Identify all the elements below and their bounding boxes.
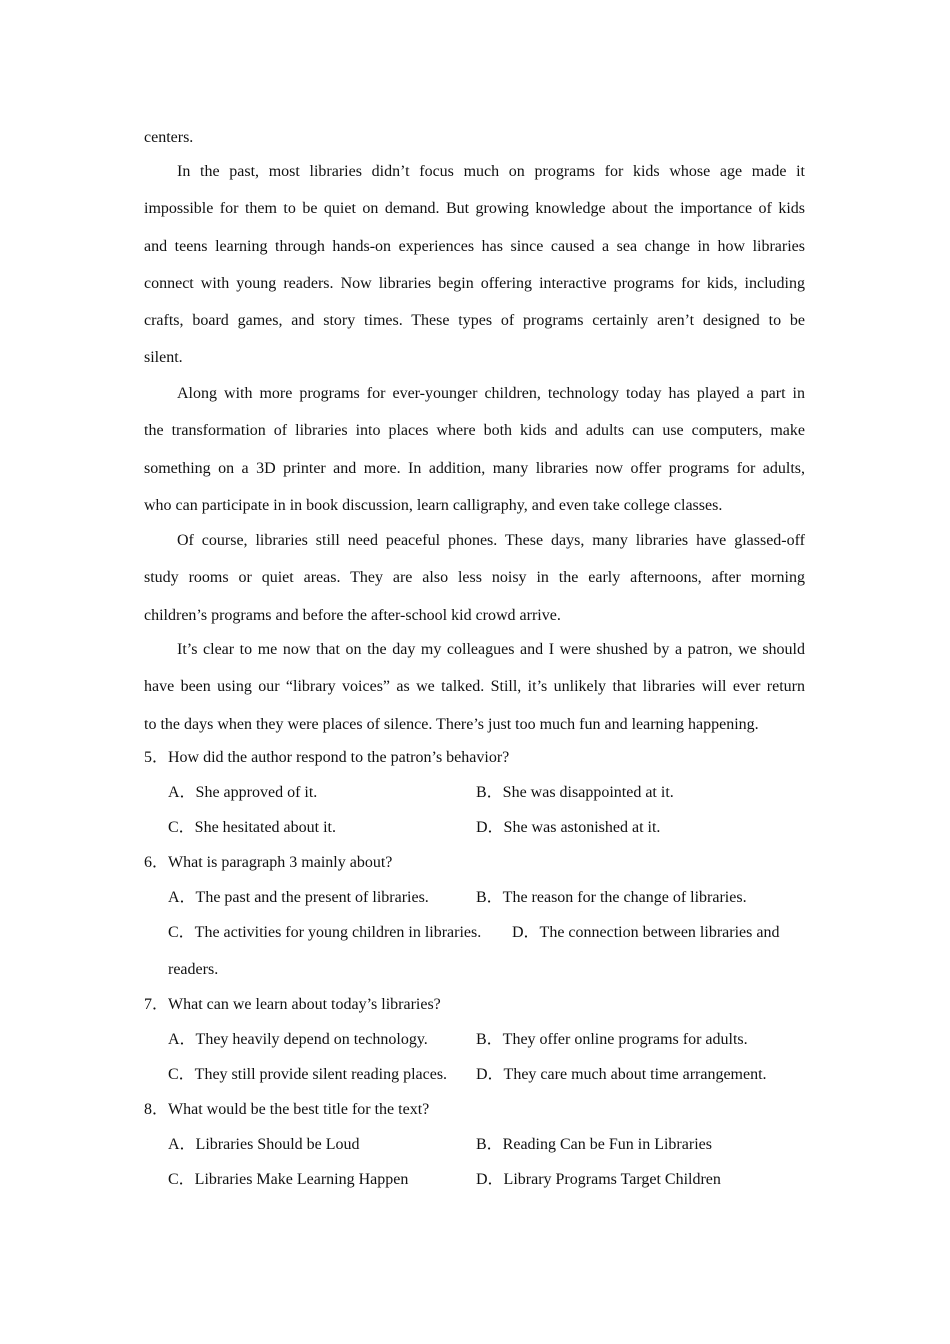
- question-7-option-c[interactable]: C．They still provide silent reading places.: [168, 1066, 448, 1083]
- passage-paragraph-3: [144, 375, 805, 524]
- text-line: connect with young readers. Now libraries begin offering interactive programs for kids, including: [144, 274, 805, 292]
- question-6-stem: 6．What is paragraph 3 mainly about?: [144, 854, 393, 871]
- question-8-option-a[interactable]: A．Libraries Should be Loud: [168, 1136, 360, 1153]
- text-line: crafts, board games, and story times. These types of programs certainly aren’t designed to be: [144, 312, 805, 330]
- text-line: Of course, libraries still need peaceful phones. These days, many libraries have glassed-off: [177, 532, 805, 549]
- question-5-option-b[interactable]: B．She was disappointed at it.: [476, 784, 674, 801]
- question-8-stem: 8．What would be the best title for the text?: [144, 1101, 430, 1118]
- question-6-option-d[interactable]: D．The connection between libraries and: [512, 924, 780, 941]
- question-5-stem: 5．How did the author respond to the patron’s behavior?: [144, 749, 510, 766]
- question-6-option-b[interactable]: B．The reason for the change of libraries.: [476, 889, 747, 906]
- passage-paragraph-4: [144, 522, 805, 634]
- question-8-option-b[interactable]: B．Reading Can be Fun in Libraries: [476, 1136, 712, 1153]
- text-line: It’s clear to me now that on the day my colleagues and I were shushed by a patron, we should: [177, 641, 805, 658]
- passage-paragraph-continuation: [144, 119, 805, 156]
- text-line: impossible for them to be quiet on demand. But growing knowledge about the importance of kids: [144, 200, 805, 218]
- text-line: children’s programs and before the after-school kid crowd arrive.: [144, 606, 561, 624]
- passage-paragraph-2: [144, 153, 805, 377]
- question-6-option-c[interactable]: C．The activities for young children in libraries.: [168, 924, 482, 941]
- question-7-option-d[interactable]: D．They care much about time arrangement.: [476, 1066, 767, 1083]
- text-line: to the days when they were places of silence. There’s just too much fun and learning happening.: [144, 715, 759, 733]
- text-line: have been using our “library voices” as we talked. Still, it’s unlikely that libraries will ever return: [144, 678, 805, 696]
- question-7-option-b[interactable]: B．They offer online programs for adults.: [476, 1031, 748, 1048]
- question-6-option-a[interactable]: A．The past and the present of libraries.: [168, 889, 429, 906]
- passage-paragraph-5: [144, 631, 805, 743]
- question-5-option-d[interactable]: D．She was astonished at it.: [476, 819, 661, 836]
- text-line: study rooms or quiet areas. They are also less noisy in the early afternoons, after morning: [144, 569, 805, 587]
- text-line: In the past, most libraries didn’t focus much on programs for kids whose age made it: [177, 163, 805, 180]
- text-line: and teens learning through hands-on experiences has since caused a sea change in how libraries: [144, 237, 805, 255]
- question-8-option-d[interactable]: D．Library Programs Target Children: [476, 1171, 721, 1188]
- question-5-option-a[interactable]: A．She approved of it.: [168, 784, 318, 801]
- text-line: who can participate in in book discussion, learn calligraphy, and even take college classes.: [144, 496, 723, 514]
- text-line: something on a 3D printer and more. In addition, many libraries now offer programs for adults,: [144, 459, 805, 477]
- question-7-option-a[interactable]: A．They heavily depend on technology.: [168, 1031, 428, 1048]
- text-line: silent.: [144, 349, 183, 367]
- text-line: the transformation of libraries into places where both kids and adults can use computers, make: [144, 422, 805, 440]
- question-6-option-d-continued[interactable]: readers.: [168, 961, 219, 978]
- question-5-option-c[interactable]: C．She hesitated about it.: [168, 819, 336, 836]
- text-line: Along with more programs for ever-younger children, technology today has played a part in: [177, 385, 805, 402]
- question-8-option-c[interactable]: C．Libraries Make Learning Happen: [168, 1171, 409, 1188]
- text-line: centers.: [144, 129, 194, 146]
- question-7-stem: 7．What can we learn about today’s libraries?: [144, 996, 441, 1013]
